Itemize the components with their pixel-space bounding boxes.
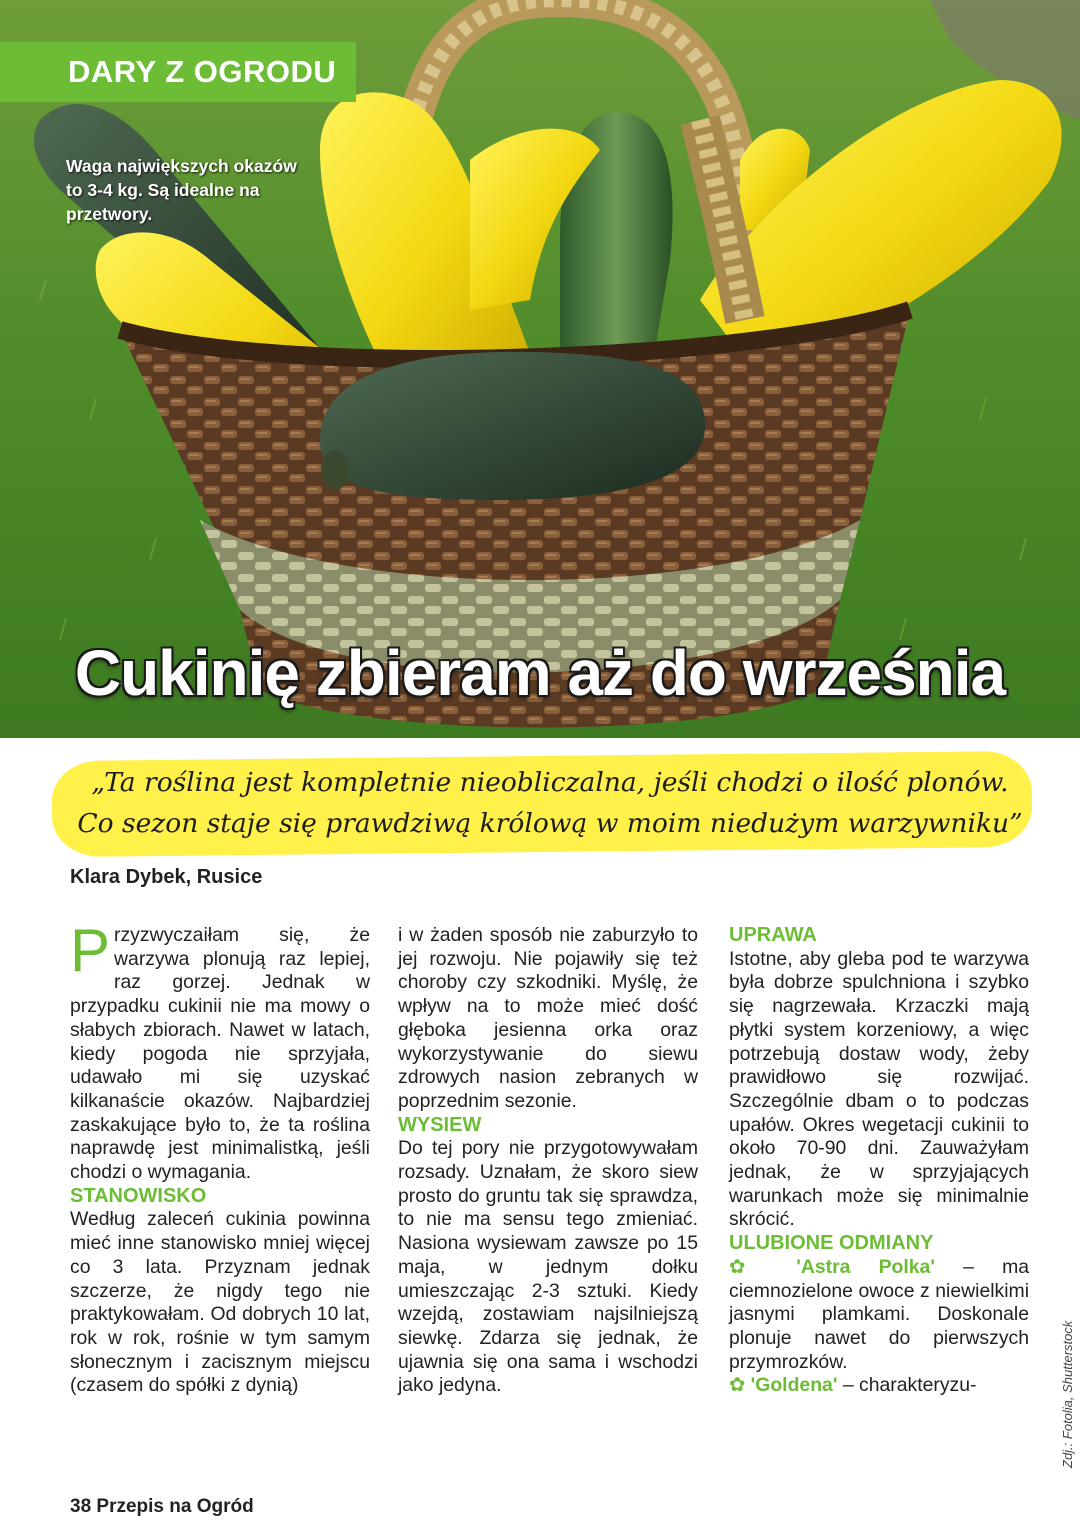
subheading-ulubione-odmiany: ULUBIONE ODMIANY <box>729 1232 934 1255</box>
article-headline: Cukinię zbieram aż do września <box>74 637 1006 709</box>
photo-credit: Zdj.: Fotolia, Shutterstock <box>1060 1320 1075 1468</box>
lead-quote-line-1: „Ta roślina jest kompletnie nieobliczalna, jeśli chodzi o ilość plonów. <box>91 767 1009 798</box>
body-column-2 <box>398 924 698 1398</box>
variety-goldena <box>729 1374 1029 1398</box>
variety-name: 'Goldena' <box>750 1374 838 1397</box>
paragraph-stanowisko: Według zaleceń cukinia powinna mieć inne stanowisko mniej więcej co 3 lata. Przyznam jednak szczerze, że nigdy tego nie praktykowałam. Od dobrych 10 lat, rok w rok, rośnie w tym samym słonecznym i zacisznym miejscu (czasem do spółki z dynią) <box>70 1208 370 1397</box>
drop-cap: P <box>70 917 111 984</box>
intro-paragraph <box>70 917 370 1185</box>
photo-caption: Waga największych okazów to 3-4 kg. Są idealne na przetwory. <box>66 156 297 224</box>
paragraph-uprawa: Istotne, aby gleba pod te warzywa była dobrze spulchniona i szybko się nagrzewała. Krzaczki mają płytki system korzeniowy, a więc potrzebują dostaw wody, żeby prawidłowo się rozwijać. Szczególnie dbam o to podczas upałów. Okres wegetacji cukinii to około 70-90 dni. Zauważyłam jednak, że w sprzyjających warunkach może się minimalnie skrócić. <box>729 947 1029 1231</box>
hero-photo <box>0 0 1080 738</box>
zucchini-basket-illustration <box>0 0 1080 738</box>
body-column-1 <box>70 917 370 1398</box>
subheading-wysiew: WYSIEW <box>398 1113 482 1136</box>
paragraph-wysiew: Do tej pory nie przygotowywałam rozsady. Uznałam, że skoro siew prosto do gruntu tak się sprawdza, to nie ma sensu tego zmieniać. Nasiona wysiewam zawsze po 15 maja, w jednym dołku umieszczając 2-3 sztuki. Kiedy wzejdą, zostawiam najsilniejszą siewkę. Zdarza się jednak, że ujawnia się ona sama i wschodzi jako jedyna. <box>398 1137 698 1397</box>
lead-quote <box>60 762 1040 844</box>
section-tag: DARY Z OGRODU <box>0 42 356 102</box>
variety-astra-polka <box>729 1256 1029 1375</box>
variety-description: – ma ciemnozielone owoce z niewielkimi jasnymi plamkami. Doskonale plonuje nawet do pierwszych przymrozków. <box>729 1255 1030 1373</box>
variety-description: – charakteryzu- <box>837 1374 977 1397</box>
flower-bullet-icon: ✿ <box>729 1374 746 1397</box>
variety-name: 'Astra Polka' <box>796 1255 935 1278</box>
intro-text: rzyzwyczaiłam się, że warzywa plonują raz lepiej, raz gorzej. Jednak w przypadku cukinii nie ma mowy o słabych zbiorach. Nawet w latach, kiedy pogoda nie sprzyjała, udawało mi się uzyskać kilkanaście okazów. Najbardziej zaskakujące było to, że ta roślina naprawdę jest minimalistką, jeśli chodzi o wymagania. <box>70 924 370 1184</box>
author-byline: Klara Dybek, Rusice <box>70 866 263 888</box>
subheading-uprawa: UPRAWA <box>729 924 817 946</box>
subheading-stanowisko: STANOWISKO <box>70 1184 207 1207</box>
page-footer: 38 Przepis na Ogród <box>70 1496 254 1517</box>
paragraph-continuation: i w żaden sposób nie zaburzyło to jej rozwoju. Nie pojawiły się też choroby czy szkodniki. Myślę, że wpływ na to może mieć dość głęboka jesienna orka oraz wykorzystywanie do siewu zdrowych nasion zebranych w poprzednim sezonie. <box>398 924 698 1112</box>
flower-bullet-icon: ✿ <box>729 1255 769 1278</box>
body-column-3 <box>729 924 1029 1398</box>
lead-quote-line-2: Co sezon staje się prawdziwą królową w moim niedużym warzywniku” <box>77 808 1023 839</box>
